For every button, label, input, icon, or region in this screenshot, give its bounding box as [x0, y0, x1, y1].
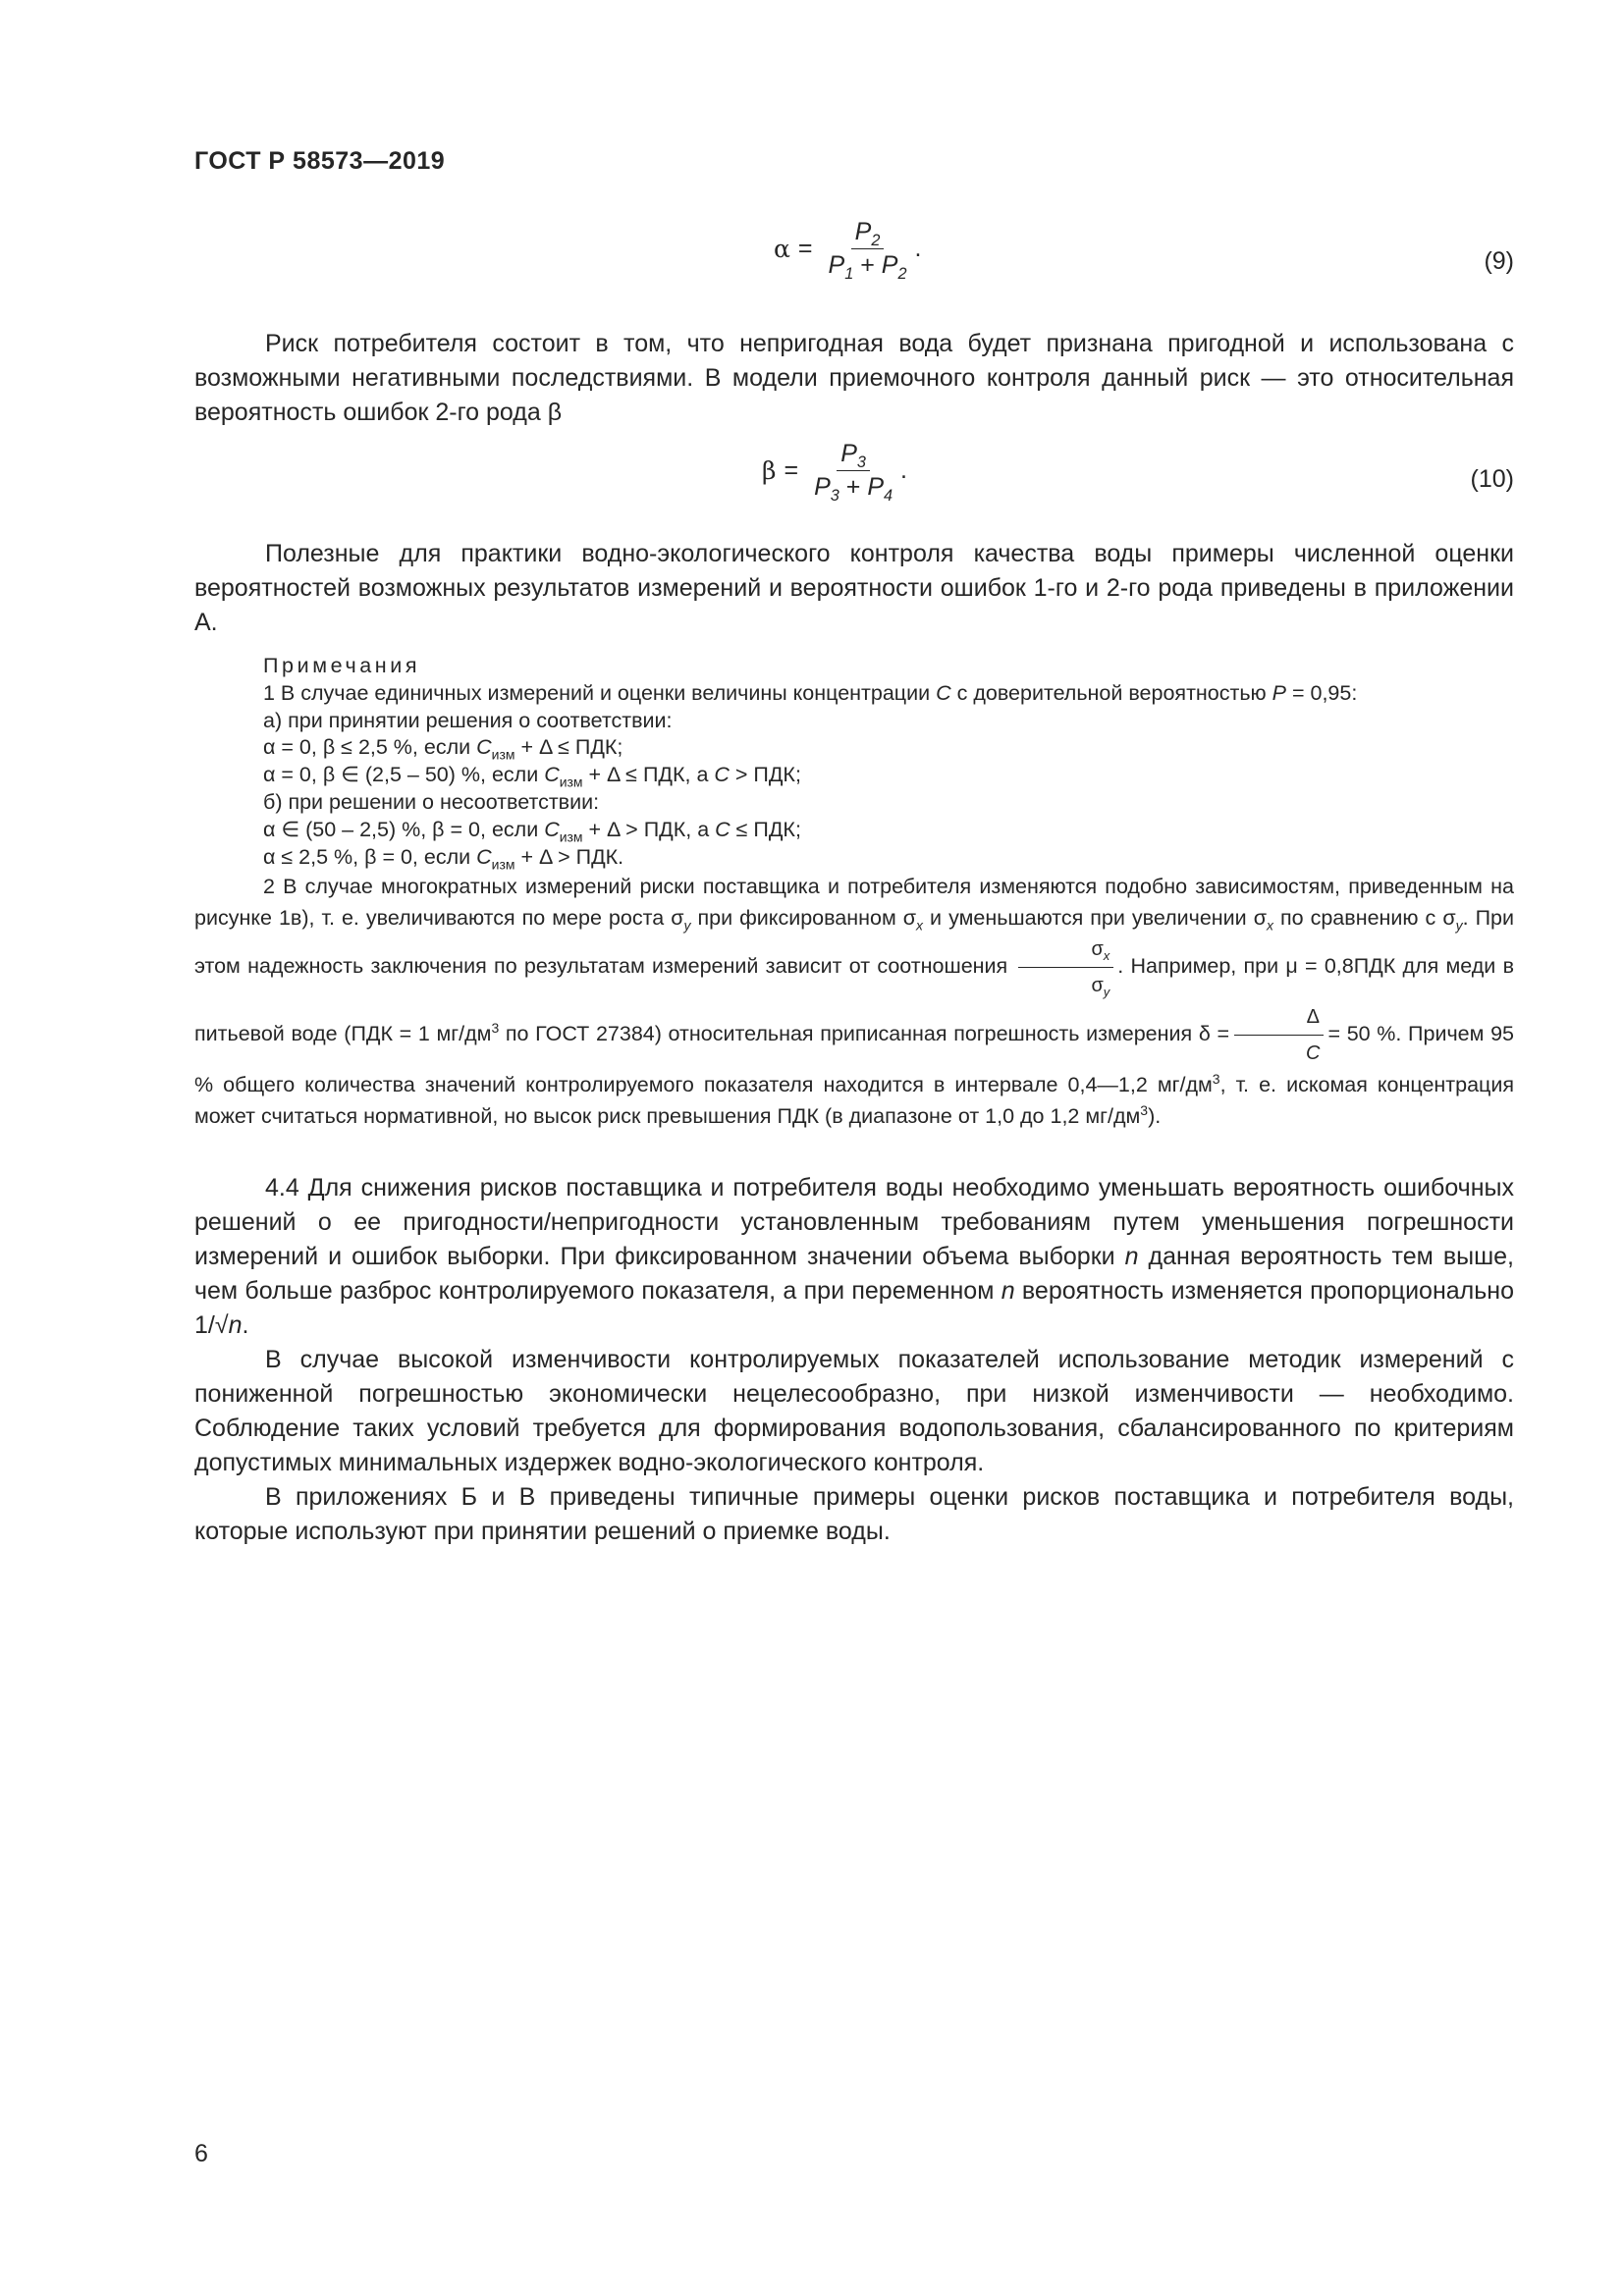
paragraph-variability: В случае высокой изменчивости контролируемых показателей использование методик измерений с пониженной погрешностью экономически нецелесообразно, при низкой изменчивости — необходимо. Соблюдение таких условий требуется для формирования водопользования, сбалансированного по критериям допустимых минимальных издержек водно-экологического контроля. [194, 1346, 1514, 1476]
note-1-item-b1: α ∈ (50 – 2,5) %, β = 0, если $C_{изм} + \Delta$ > ПДК, а C ≤ ПДК; [263, 817, 801, 845]
formula-9-expression: α = $\frac{P_2}{P_1 + P_2}$ . [774, 218, 922, 283]
paragraph-useful-examples: Полезные для практики водно-экологического контроля качества воды примеры численной оценки вероятностей возможных результатов измерений и вероятности ошибок 1-го и 2-го рода приведены в приложении А. [194, 540, 1514, 636]
notes-heading: Примечания [263, 654, 421, 677]
note-1: 1 В случае единичных измерений и оценки величины концентрации C с доверительной вероятностью P = 0,95: [263, 680, 1358, 705]
paragraph-4-4: 4.4 Для снижения рисков поставщика и потребителя воды необходимо уменьшать вероятность ошибочных решений о ее пригодности/непригодности установленным требованиям путем уменьшения погрешности измерений и ошибок выборки. При фиксированном значении объема выборки n данная вероятность тем выше, чем больше разброс контролируемого показателя, а при переменном n вероятность изменяется пропорционально 1/√n. [194, 1174, 1514, 1339]
paragraph-appendices: В приложениях Б и В приведены типичные примеры оценки рисков поставщика и потребителя воды, которые используют при принятии решений о приемке воды. [194, 1483, 1514, 1545]
note-1-item-b2: α ≤ 2,5 %, β = 0, если $C_{изм} + \Delta$ > ПДК. [263, 844, 624, 872]
page-number: 6 [194, 2140, 208, 2167]
note-2: 2 В случае многократных измерений риски поставщика и потребителя изменяются подобно зависимостям, приведенным на рисунке 1в), т. е. увеличиваются по мере роста $\sigma_y$ при фиксированном $\sigma_x$ и уменьшаются при увеличении $\sigma_x$ по сравнению с $\sigma_y$. При этом надежность заключения по результатам измерений зависит от соотношения $\frac{\sigma_x}{\sigma_y}$ . Например, при μ = 0,8ПДК для меди в питьевой воде (ПДК = 1 $мг/дм^3$ по ГОСТ 27384) относительная приписанная погрешность измерения δ = $\frac{\Delta}{C}$ = 50 %. Причем 95 % общего количества значений контролируемого показателя находится в интервале 0,4—1,2 $мг/дм^3$, т. е. искомая концентрация может считаться нормативной, но высок риск превышения ПДК (в диапазоне от 1,0 до 1,2 $мг/дм^3$). [194, 875, 1515, 1129]
delta-ratio: $\frac{\Delta}{C}$ [1233, 1001, 1324, 1069]
section-4-4 [194, 1171, 1514, 1549]
note-1-item-a1: α = 0, β ≤ 2,5 %, если $C_{изм} + \Delta$ ≤ ПДК; [263, 735, 623, 763]
note-1-item-a2: α = 0, β ∈ (2,5 – 50) %, если $C_{изм} + \Delta$ ≤ ПДК, а C > ПДК; [263, 763, 801, 790]
formula-9 [194, 218, 1514, 296]
formula-10 [194, 440, 1514, 518]
note-1-item-a: а) при принятии решения о соответствии: [263, 708, 673, 732]
formula-10-fraction: $\frac{P_3}{P_3 + P_4}$ [814, 440, 893, 505]
formula-10-expression: β = $\frac{P_3}{P_3 + P_4}$ . [762, 440, 907, 505]
formula-10-number: (10) [1470, 465, 1514, 493]
paragraph-consumer-risk: Риск потребителя состоит в том, что непригодная вода будет признана пригодной и использована с возможными негативными последствиями. В модели приемочного контроля данный риск — это относительная вероятность ошибок 2-го рода β [194, 330, 1514, 426]
document-header: ГОСТ Р 58573—2019 [194, 147, 446, 175]
formula-9-fraction: $\frac{P_2}{P_1 + P_2}$ [828, 218, 907, 283]
notes-block [194, 653, 1514, 1132]
sigma-ratio: $\frac{\sigma_x}{\sigma_y}$ [1018, 934, 1113, 1001]
formula-9-number: (9) [1484, 247, 1514, 275]
note-1-item-b: б) при решении о несоответствии: [263, 789, 600, 814]
